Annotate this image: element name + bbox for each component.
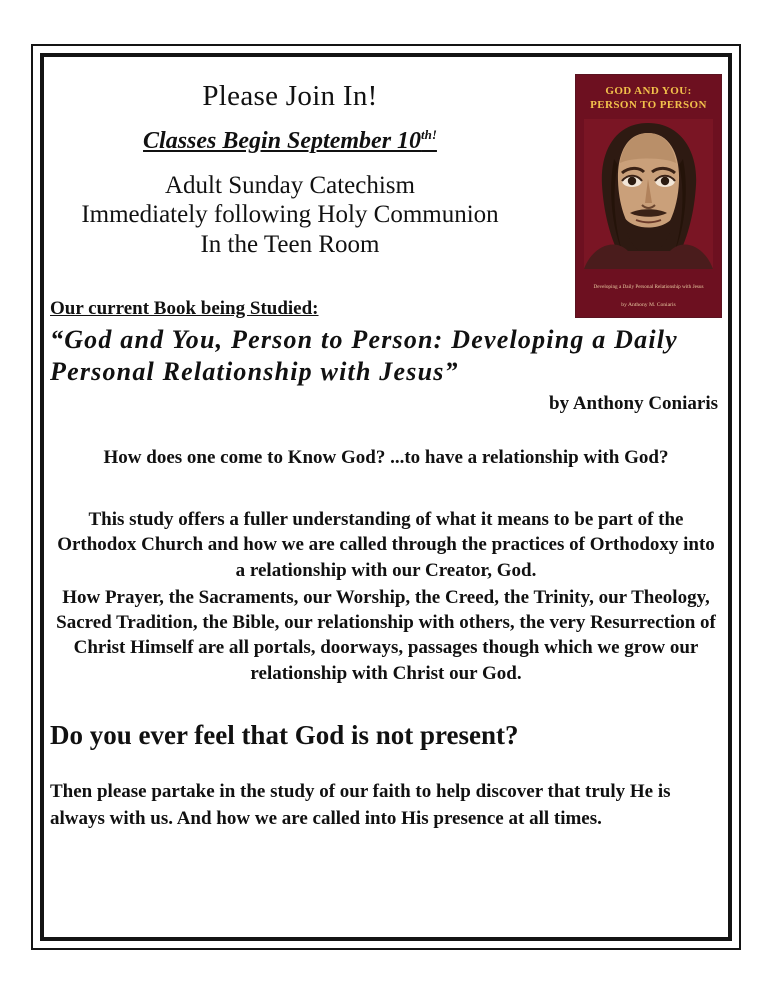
highlight-question: Do you ever feel that God is not present? (50, 719, 519, 750)
book-title: “God and You, Person to Person: Developing a Daily Personal Relationship with Jesus” (50, 325, 678, 386)
catechism-line-2: Immediately following Holy Communion (81, 201, 499, 229)
study-paragraph-1: This study offers a fuller understanding of what it means to be part of the Orthodox Church and how we are called through the practices of Orthodoxy into a relationship with our Creator, God. (57, 509, 715, 581)
christ-icon-face (584, 119, 713, 269)
book-cover-title-line-1: GOD AND YOU: (605, 85, 692, 97)
book-author-byline: by Anthony Coniaris (549, 393, 718, 415)
catechism-line-3: In the Teen Room (200, 230, 380, 258)
current-book-label: Our current Book being Studied: (50, 298, 319, 319)
classes-begin-ordinal: th! (421, 127, 437, 142)
study-paragraph-2: How Prayer, the Sacraments, our Worship, the Creed, the Trinity, our Theology, Sacred Tradition, the Bible, our relationship with others, the very Resurrection of Christ Himself are all portals, doorways, passages though which we grow our relationship with Christ our God. (56, 586, 716, 684)
flyer-content (50, 62, 722, 932)
book-cover-subtitle: Developing a Daily Personal Relationship with Jesus (593, 284, 704, 291)
closing-paragraph: Then please partake in the study of our faith to help discover that truly He is always with us. And how we are called into His presence at all times. (50, 780, 671, 829)
book-cover-title-line-2: PERSON TO PERSON (590, 98, 707, 111)
opening-question: How does one come to Know God? ...to have a relationship with God? (103, 447, 669, 469)
classes-begin-text: Classes Begin September 10 (143, 128, 422, 154)
classes-begin-date (50, 127, 530, 155)
header-section (50, 62, 722, 308)
page-title: Please Join In! (202, 80, 378, 112)
book-cover-image (575, 74, 722, 318)
catechism-line-1: Adult Sunday Catechism (165, 172, 415, 199)
header-text-block (50, 62, 530, 259)
catechism-details (50, 171, 530, 259)
book-cover-author: by Anthony M. Coniaris (621, 302, 676, 308)
book-cover-title (576, 85, 721, 113)
